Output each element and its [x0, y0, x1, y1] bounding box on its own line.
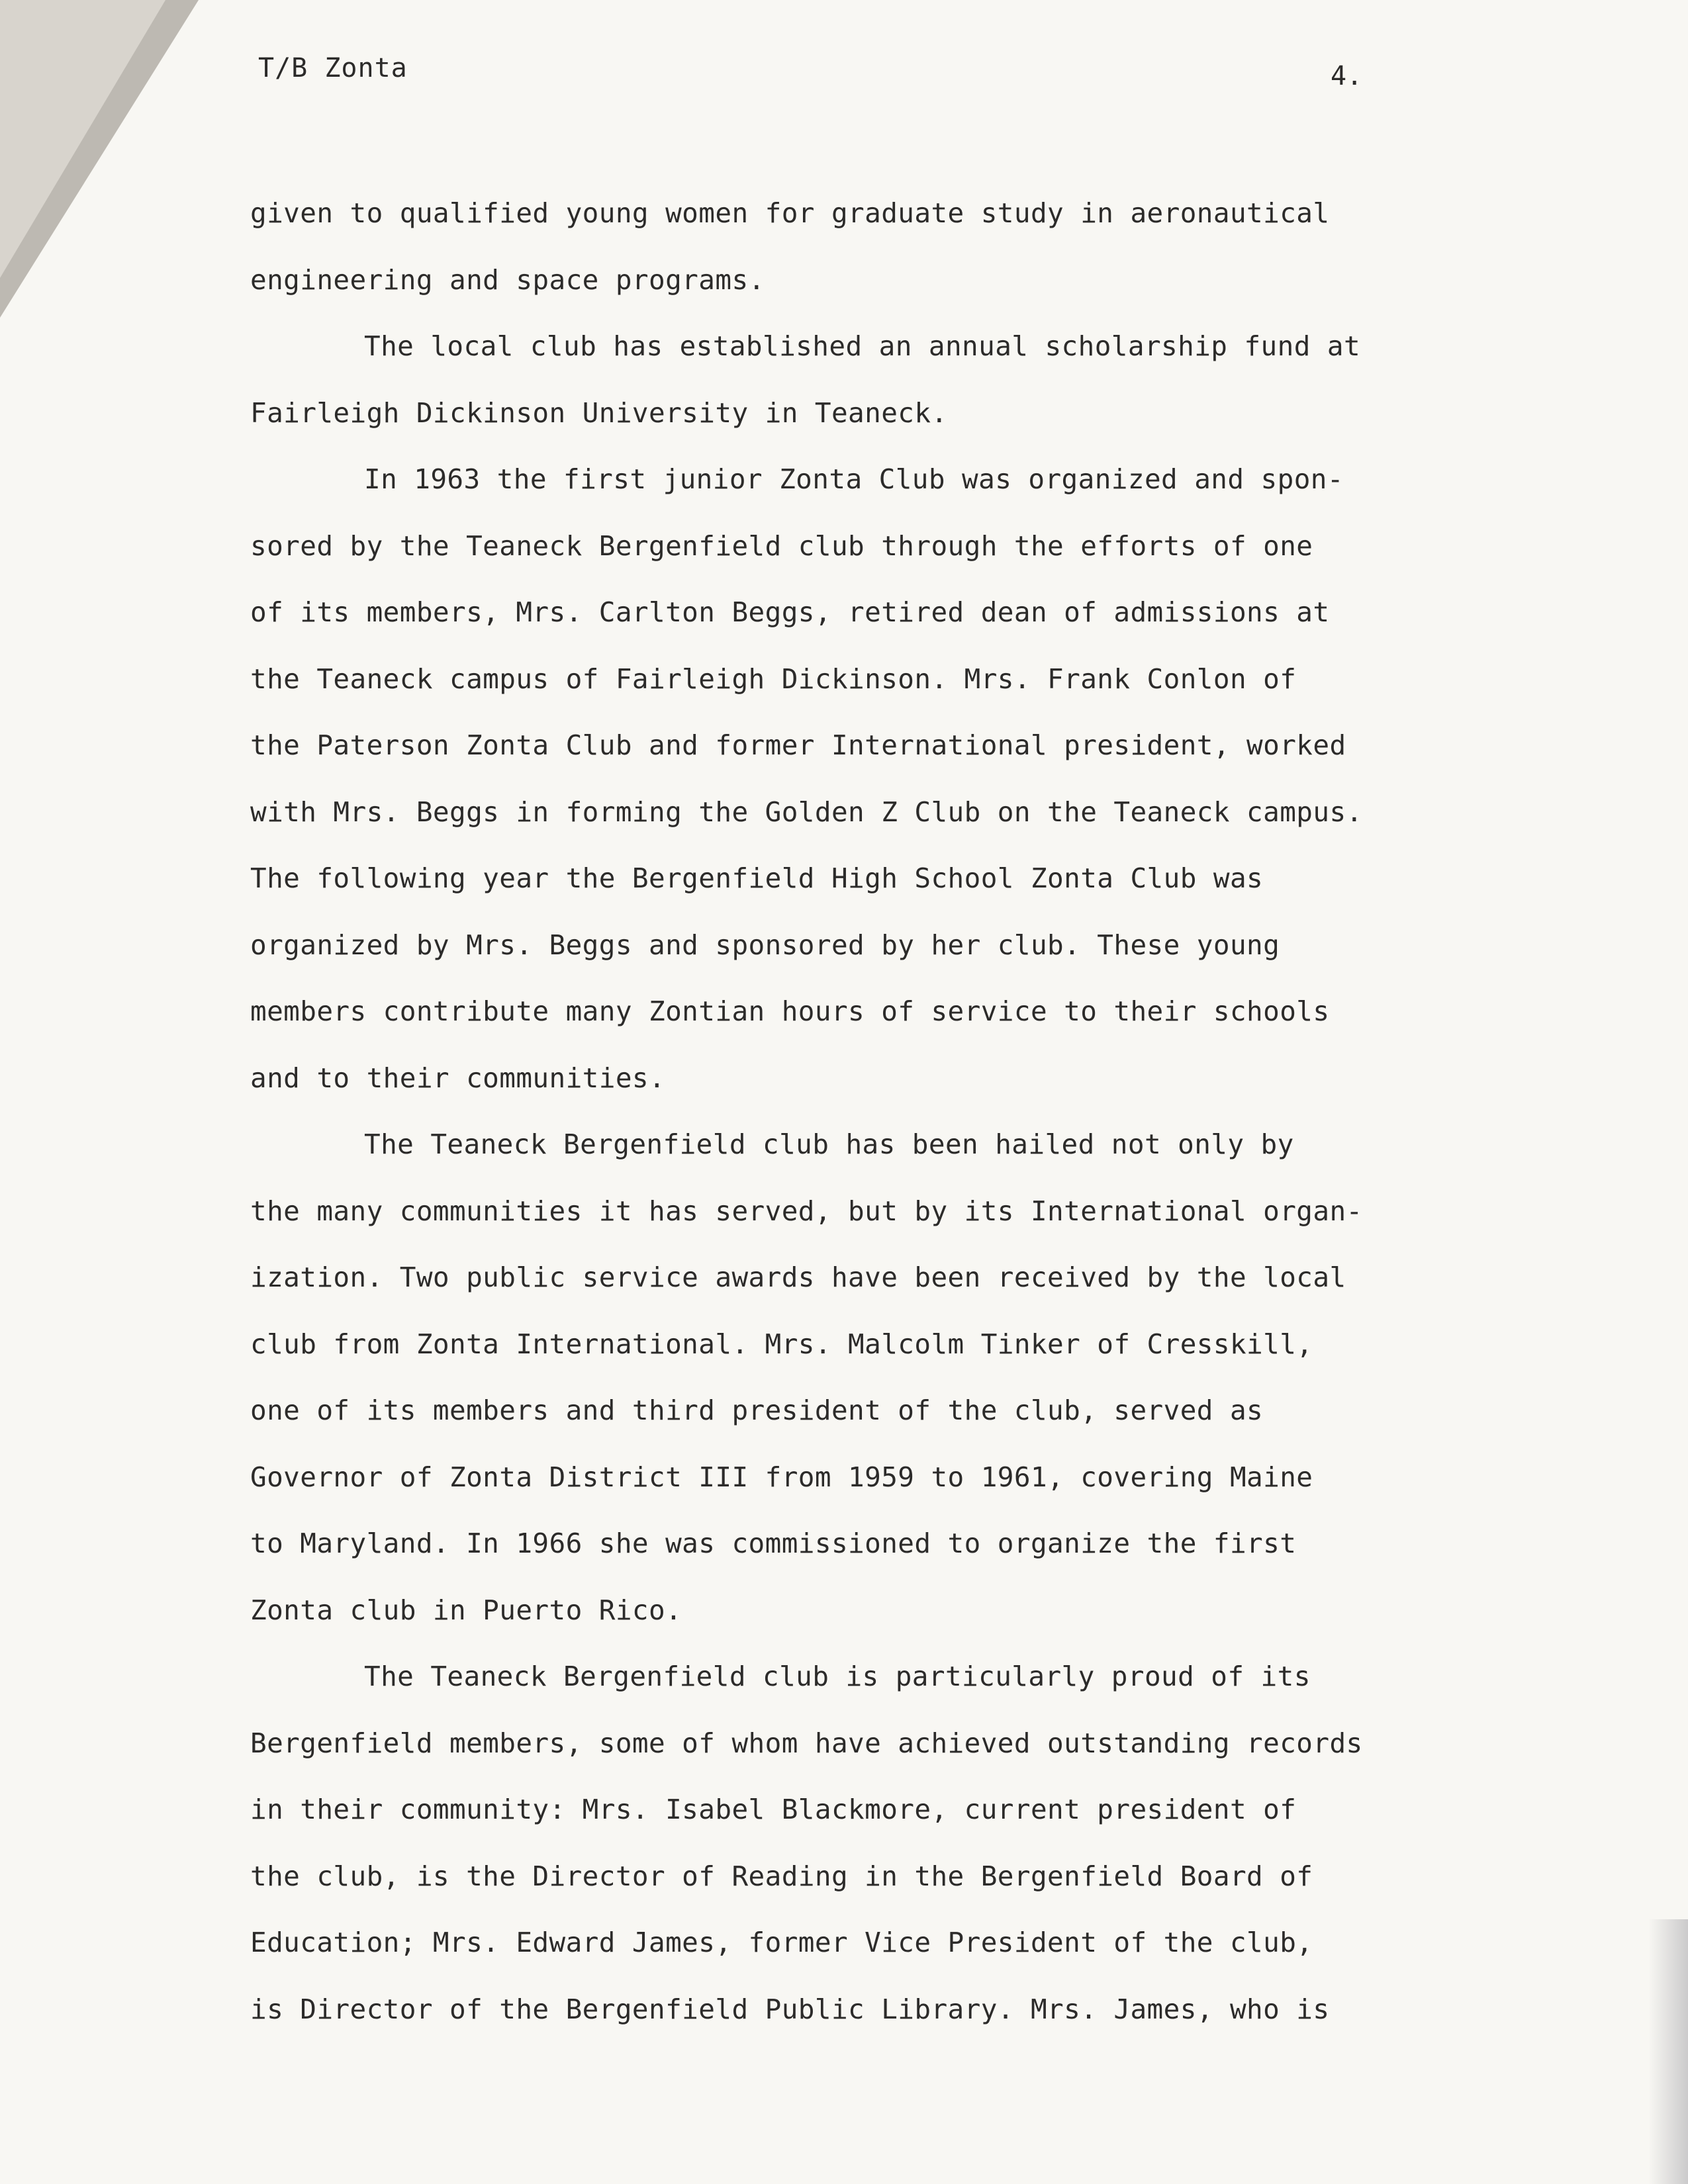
text-line: the Paterson Zonta Club and former International president, worked [250, 729, 1346, 761]
paper-edge-shadow [1648, 1919, 1688, 2184]
text-line: the Teaneck campus of Fairleigh Dickinson. Mrs. Frank Conlon of [250, 662, 1297, 695]
text-line: The local club has established an annual scholarship fund at [364, 330, 1361, 362]
text-line: The Teaneck Bergenfield club is particularly proud of its [364, 1661, 1311, 1692]
text-line: the club, is the Director of Reading in the Bergenfield Board of [250, 1860, 1313, 1892]
text-line: engineering and space programs. [250, 263, 765, 296]
text-line: ization. Two public service awards have been received by the local [250, 1261, 1346, 1293]
text-line: and to their communities. [250, 1062, 666, 1094]
text-line: organized by Mrs. Beggs and sponsored by her club. These young [250, 929, 1280, 961]
text-line: The Teaneck Bergenfield club has been hailed not only by [364, 1128, 1294, 1160]
text-line: Bergenfield members, some of whom have achieved outstanding records [250, 1727, 1363, 1759]
text-line: in their community: Mrs. Isabel Blackmore, current president of [250, 1794, 1297, 1825]
text-line: is Director of the Bergenfield Public Library. Mrs. James, who is [250, 1993, 1330, 2025]
text-line: members contribute many Zontian hours of service to their schools [250, 995, 1330, 1027]
text-line: sored by the Teaneck Bergenfield club through the efforts of one [250, 529, 1313, 562]
text-line: one of its members and third president of the club, served as [250, 1394, 1264, 1426]
text-line: to Maryland. In 1966 she was commissioned to organize the first [250, 1527, 1297, 1559]
running-header: T/B Zonta [258, 53, 408, 83]
text-line: In 1963 the first junior Zonta Club was organized and spon- [364, 463, 1344, 495]
text-line: with Mrs. Beggs in forming the Golden Z Club on the Teaneck campus. [250, 796, 1363, 828]
text-line: the many communities it has served, but by its International organ- [250, 1195, 1363, 1227]
text-line: Zonta club in Puerto Rico. [250, 1594, 682, 1626]
text-line: Fairleigh Dickinson University in Teaneck. [250, 396, 948, 429]
text-line: Governor of Zonta District III from 1959 to 1961, covering Maine [250, 1461, 1313, 1493]
text-line: Education; Mrs. Edward James, former Vice President of the club, [250, 1927, 1313, 1958]
folded-corner-highlight [0, 0, 165, 278]
page-number: 4. [1331, 61, 1363, 91]
text-line: The following year the Bergenfield High School Zonta Club was [250, 862, 1264, 894]
body-text [250, 180, 1455, 2042]
text-line: club from Zonta International. Mrs. Malcolm Tinker of Cresskill, [250, 1328, 1313, 1360]
text-line: given to qualified young women for graduate study in aeronautical [250, 197, 1330, 229]
text-line: of its members, Mrs. Carlton Beggs, retired dean of admissions at [250, 596, 1330, 628]
